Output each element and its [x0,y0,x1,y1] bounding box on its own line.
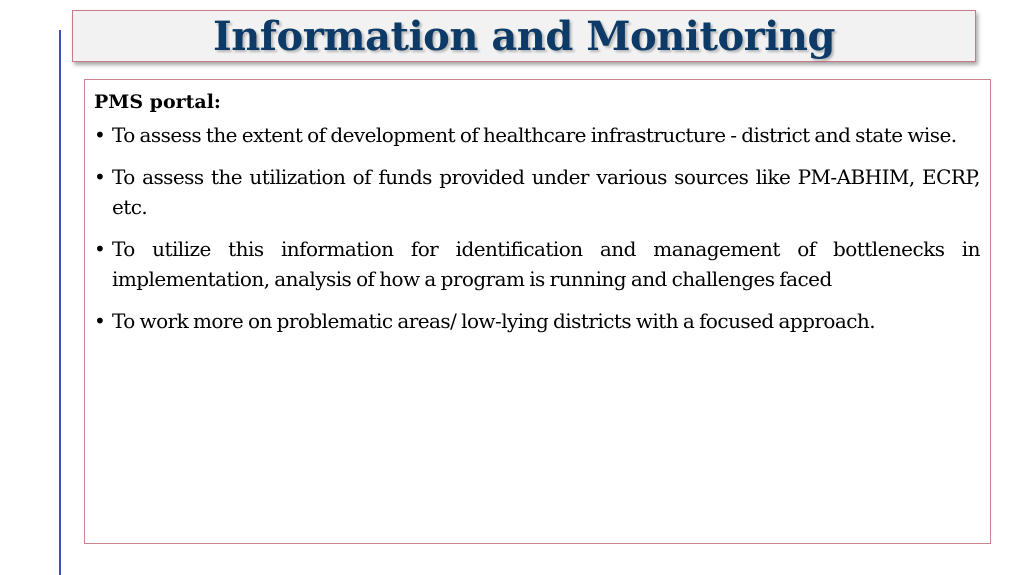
section-heading: PMS portal: [94,91,221,113]
slide-title: Information and Monitoring [213,13,835,60]
bullet-item [94,234,980,294]
content-panel [84,79,991,544]
bullet-text: To assess the extent of development of healthcare infrastructure - district and state wise. [112,123,957,147]
bullet-list [94,120,980,336]
title-banner [72,10,976,62]
bullet-item [94,120,980,150]
bullet-text: To work more on problematic areas/ low-lying districts with a focused approach. [112,309,876,333]
bullet-text: To assess the utilization of funds provided under various sources like PM-ABHIM, ECRP, etc. [112,165,980,219]
bullet-text: To utilize this information for identification and management of bottlenecks in implementation, analysis of how a program is running and challenges faced [112,237,980,291]
bullet-icon: • [94,237,106,261]
bullet-icon: • [94,123,106,147]
bullet-icon: • [94,309,106,333]
left-vertical-rule [59,30,61,575]
bullet-item [94,162,980,222]
bullet-icon: • [94,165,106,189]
bullet-item [94,306,980,336]
